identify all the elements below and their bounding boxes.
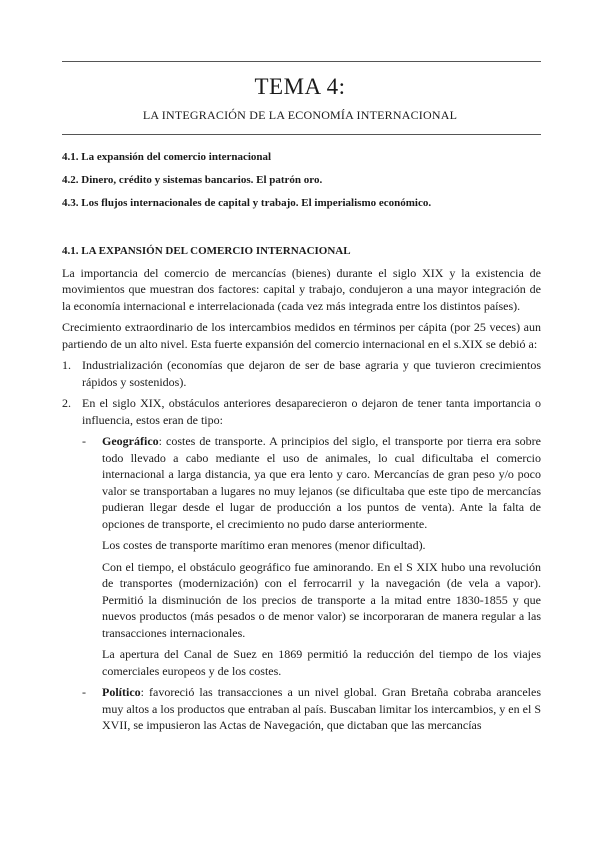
toc-item-4-3: 4.3. Los flujos internacionales de capital y trabajo. El imperialismo económico. — [62, 197, 432, 209]
document-subtitle: LA INTEGRACIÓN DE LA ECONOMÍA INTERNACIONAL — [142, 108, 458, 122]
paragraph-revolucion-transportes: Con el tiempo, el obstáculo geográfico fue aminorando. En el S XIX hubo una revolución de transportes (modernización) con el ferrocarril y la navegación (de vela a vapor). Permitió la disminución de los precios de transporte a la mitad entre 1830-1855 y que nuevos productos (más pesados o de menor valor) se incorporaran de manera regular a las transacciones internacionales. — [102, 559, 541, 640]
politico-text: : favoreció las transacciones a un nivel global. Gran Bretaña cobraba aranceles muy altos a los productos que entraban al país. Buscaban limitar los intercambios, y en el S XVII, se impusieron las Actas de Navegación, que dictaban que las mercancías — [102, 685, 541, 732]
list-item-text: Industrialización (economías que dejaron de ser de base agraria y que tuvieron crecimientos rápidos y sostenidos). — [82, 358, 541, 389]
bottom-rule — [62, 134, 541, 135]
list-item-text: En el siglo XIX, obstáculos anteriores desaparecieron o dejaron de tener tanta importancia o influencia, estos eran de tipo: — [82, 396, 541, 427]
list-number: 2. — [62, 396, 71, 410]
dash-marker: - — [82, 685, 86, 699]
section-heading: 4.1. LA EXPANSIÓN DEL COMERCIO INTERNACIONAL — [62, 245, 351, 257]
dash-marker: - — [82, 434, 86, 448]
paragraph-canal-suez: La apertura del Canal de Suez en 1869 permitió la reducción del tiempo de los viajes comerciales europeos y de los costes. — [102, 647, 541, 678]
geografico-text: : costes de transporte. A principios del siglo, el transporte por tierra era sobre todo llevado a cabo mediante el uso de animales, lo cual dificultaba el comercio internacional a larga distancia, ya que era lento y caro. Mercancías de gran peso y/o poco valor se transportaban a lugares no muy lejanos (se dificultaba que este tipo de mercancías pudieran llegar desde el lugar de producción a los puntos de venta). Ante la falta de opciones de transporte, el crecimiento no pudo darse anteriormente. — [102, 434, 541, 531]
top-rule — [62, 61, 541, 62]
document-title: TEMA 4: — [254, 74, 346, 99]
list-number: 1. — [62, 358, 71, 372]
paragraph-maritimo: Los costes de transporte marítimo eran menores (menor dificultad). — [102, 538, 426, 552]
list-item-obstaculos — [62, 395, 541, 428]
sub-item-politico — [62, 684, 541, 734]
paragraph-intro: La importancia del comercio de mercancías (bienes) durante el siglo XIX y la existencia de movimientos que muestran dos factores: capital y trabajo, condujeron a una mayor integración de la economía internacional e interrelacionada (cada vez más integrada entre los distintos países). — [62, 265, 541, 313]
list-item-industrializacion — [62, 357, 541, 390]
toc-item-4-2: 4.2. Dinero, crédito y sistemas bancarios. El patrón oro. — [62, 174, 323, 186]
table-of-contents — [62, 150, 541, 219]
term-politico: Político — [102, 685, 141, 699]
sub-item-geografico — [62, 433, 541, 532]
term-geografico: Geográfico — [102, 434, 159, 448]
toc-item-4-1: 4.1. La expansión del comercio internacional — [62, 151, 272, 163]
section-body — [62, 243, 541, 739]
paragraph-growth: Crecimiento extraordinario de los intercambios medidos en términos per cápita (por 25 veces) aun partiendo de un alto nivel. Esta fuerte expansión del comercio internacional en el s.XIX se debió a: — [62, 320, 541, 351]
